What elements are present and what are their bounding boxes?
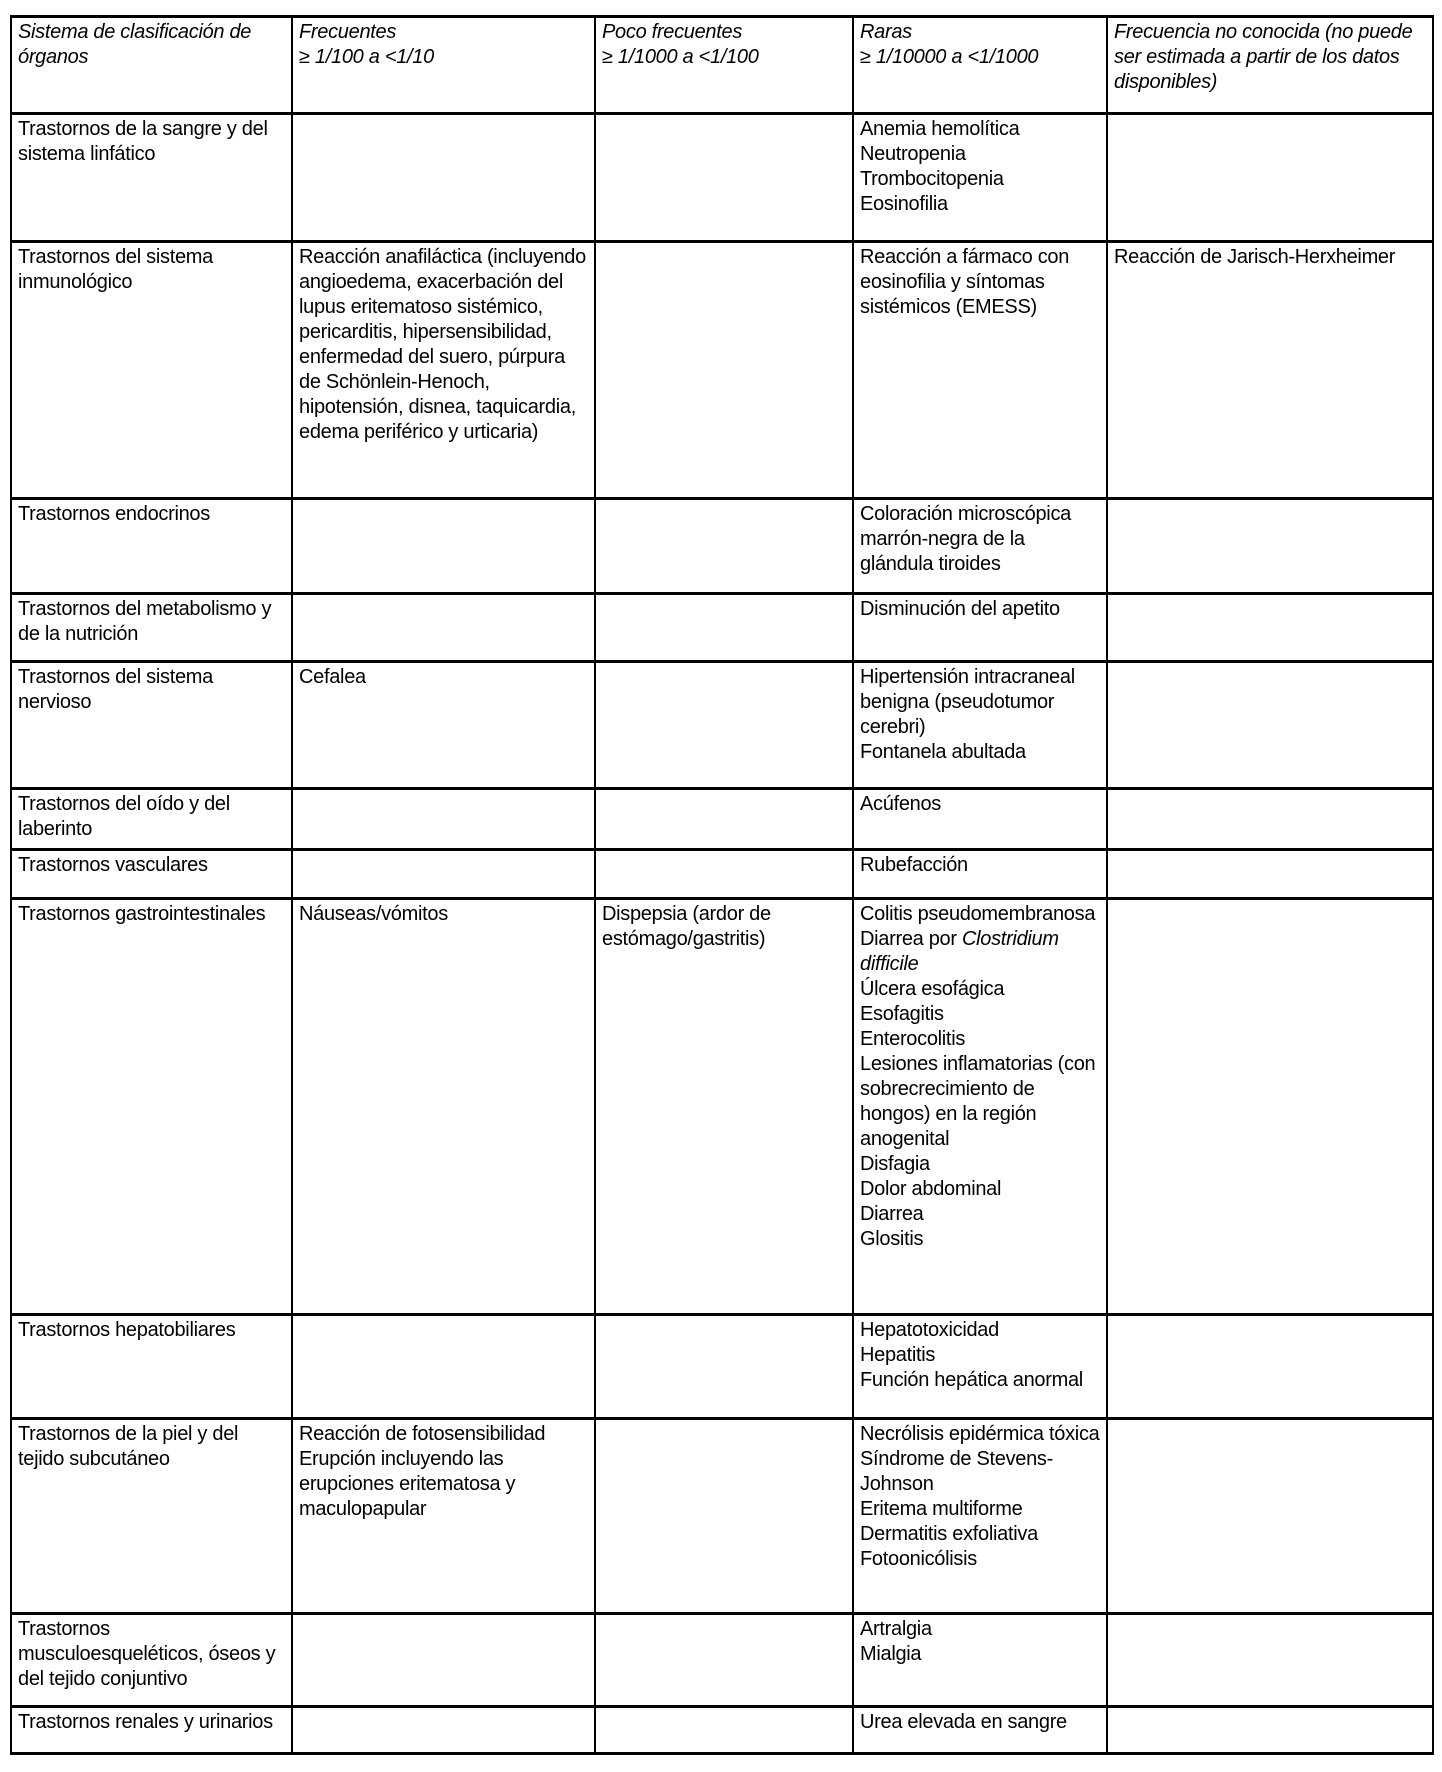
header-row — [11, 17, 1433, 114]
header-title: Frecuencia no conocida (no puede ser estimada a partir de los datos disponibles) — [1114, 21, 1413, 93]
table-row — [11, 850, 1433, 899]
poco-frecuentes-cell — [595, 499, 853, 594]
table-row — [11, 899, 1433, 1315]
table-row — [11, 1419, 1433, 1614]
organ-system-cell — [11, 662, 292, 789]
frecuentes-cell — [292, 1419, 595, 1614]
poco-frecuentes-cell — [595, 789, 853, 850]
reaction-item: Hepatitis — [860, 1344, 936, 1366]
raras-cell — [853, 662, 1107, 789]
frecuentes-cell — [292, 499, 595, 594]
table-row — [11, 1315, 1433, 1419]
frecuentes-cell — [292, 1315, 595, 1419]
reaction-item: Función hepática anormal — [860, 1369, 1083, 1391]
frecuencia-no-conocida-cell — [1107, 789, 1433, 850]
raras-cell — [853, 1419, 1107, 1614]
organ-system-cell — [11, 850, 292, 899]
organ-system-label: Trastornos musculoesqueléticos, óseos y del tejido conjuntivo — [18, 1618, 276, 1690]
organ-system-cell — [11, 594, 292, 662]
poco-frecuentes-cell — [595, 1614, 853, 1707]
header-cell-1 — [11, 17, 292, 114]
frecuencia-no-conocida-cell — [1107, 499, 1433, 594]
frecuencia-no-conocida-cell — [1107, 1614, 1433, 1707]
reaction-item: Colitis pseudomembranosa — [860, 903, 1096, 925]
organ-system-cell — [11, 499, 292, 594]
organ-system-cell — [11, 1614, 292, 1707]
reaction-item: Artralgia — [860, 1618, 932, 1640]
reaction-item: Esofagitis — [860, 1003, 944, 1025]
reaction-item: Síndrome de Stevens-Johnson — [860, 1448, 1053, 1495]
reaction-item: Erupción incluyendo las erupciones eritematosa y maculopapular — [299, 1448, 516, 1520]
organ-system-label: Trastornos de la piel y del tejido subcutáneo — [18, 1423, 239, 1470]
table-row — [11, 114, 1433, 242]
poco-frecuentes-cell — [595, 594, 853, 662]
reaction-item: Anemia hemolítica — [860, 118, 1020, 140]
raras-cell — [853, 1707, 1107, 1754]
reaction-item: Diarrea — [860, 1203, 924, 1225]
raras-cell — [853, 1315, 1107, 1419]
frecuencia-no-conocida-cell — [1107, 114, 1433, 242]
frecuentes-cell — [292, 242, 595, 499]
reaction-item: Mialgia — [860, 1643, 922, 1665]
organ-system-label: Trastornos endocrinos — [18, 503, 210, 525]
organ-system-label: Trastornos hepatobiliares — [18, 1319, 236, 1341]
raras-cell — [853, 594, 1107, 662]
reaction-item: Dispepsia (ardor de estómago/gastritis) — [602, 903, 771, 950]
poco-frecuentes-cell — [595, 242, 853, 499]
raras-cell — [853, 499, 1107, 594]
table-row — [11, 662, 1433, 789]
frecuencia-no-conocida-cell — [1107, 242, 1433, 499]
reaction-item: Úlcera esofágica — [860, 978, 1005, 1000]
poco-frecuentes-cell — [595, 1315, 853, 1419]
raras-cell — [853, 1614, 1107, 1707]
raras-cell — [853, 850, 1107, 899]
reaction-item: Fotoonicólisis — [860, 1548, 977, 1570]
reaction-item: Necrólisis epidérmica tóxica — [860, 1423, 1100, 1445]
reaction-item: Diarrea por Clostridium difficile — [860, 928, 1059, 975]
frecuentes-cell — [292, 114, 595, 242]
reaction-item: Neutropenia — [860, 143, 966, 165]
organ-system-cell — [11, 242, 292, 499]
frecuencia-no-conocida-cell — [1107, 594, 1433, 662]
organ-system-cell — [11, 899, 292, 1315]
reaction-item: Dermatitis exfoliativa — [860, 1523, 1038, 1545]
reaction-item: Rubefacción — [860, 854, 968, 876]
reaction-item: Trombocitopenia — [860, 168, 1004, 190]
frecuencia-no-conocida-cell — [1107, 1315, 1433, 1419]
header-cell-3 — [595, 17, 853, 114]
reaction-item: Eritema multiforme — [860, 1498, 1023, 1520]
reaction-item: Hipertensión intracraneal benigna (pseudotumor cerebri) — [860, 666, 1075, 738]
frecuencia-no-conocida-cell — [1107, 662, 1433, 789]
reaction-item: Cefalea — [299, 666, 366, 688]
header-frequency-range: ≥ 1/100 a <1/10 — [299, 46, 434, 68]
reaction-item: Dolor abdominal — [860, 1178, 1002, 1200]
reaction-item: Náuseas/vómitos — [299, 903, 448, 925]
frecuentes-cell — [292, 1614, 595, 1707]
frecuentes-cell — [292, 899, 595, 1315]
header-frequency-range: ≥ 1/1000 a <1/100 — [602, 46, 759, 68]
header-cell-4 — [853, 17, 1107, 114]
reaction-item: Disminución del apetito — [860, 598, 1060, 620]
organ-system-label: Trastornos del sistema inmunológico — [18, 246, 213, 293]
reaction-item: Reacción anafiláctica (incluyendo angioedema, exacerbación del lupus eritematoso sistémico, pericarditis, hipersensibilidad, enfermedad del suero, púrpura de Schönlein-Henoch, hipotensión, disnea, taquicardia, edema periférico y urticaria) — [299, 246, 586, 443]
poco-frecuentes-cell — [595, 1419, 853, 1614]
reaction-item: Coloración microscópica marrón-negra de la glándula tiroides — [860, 503, 1071, 575]
reaction-item: Glositis — [860, 1228, 924, 1250]
raras-cell — [853, 114, 1107, 242]
frecuencia-no-conocida-cell — [1107, 1707, 1433, 1754]
organ-system-label: Trastornos vasculares — [18, 854, 208, 876]
frecuentes-cell — [292, 594, 595, 662]
organ-system-cell — [11, 114, 292, 242]
reaction-item: Fontanela abultada — [860, 741, 1026, 763]
frecuentes-cell — [292, 662, 595, 789]
reaction-item: Lesiones inflamatorias (con sobrecrecimiento de hongos) en la región anogenital — [860, 1053, 1096, 1150]
organ-system-label: Trastornos del oído y del laberinto — [18, 793, 230, 840]
frecuencia-no-conocida-cell — [1107, 1419, 1433, 1614]
organ-system-label: Trastornos gastrointestinales — [18, 903, 266, 925]
reaction-item: Disfagia — [860, 1153, 930, 1175]
reaction-item: Hepatotoxicidad — [860, 1319, 999, 1341]
table-row — [11, 594, 1433, 662]
organ-system-label: Trastornos del metabolismo y de la nutrición — [18, 598, 272, 645]
table-row — [11, 499, 1433, 594]
organ-system-label: Trastornos renales y urinarios — [18, 1711, 273, 1733]
reaction-item: Eosinofilia — [860, 193, 948, 215]
poco-frecuentes-cell — [595, 662, 853, 789]
frecuencia-no-conocida-cell — [1107, 899, 1433, 1315]
reaction-item: Acúfenos — [860, 793, 941, 815]
table-body — [11, 114, 1433, 1754]
header-title: Frecuentes — [299, 21, 397, 43]
organ-system-cell — [11, 1315, 292, 1419]
reaction-item: Reacción de fotosensibilidad — [299, 1423, 546, 1445]
frecuencia-no-conocida-cell — [1107, 850, 1433, 899]
reaction-item: Urea elevada en sangre — [860, 1711, 1067, 1733]
table-row — [11, 1614, 1433, 1707]
frecuentes-cell — [292, 789, 595, 850]
table-row — [11, 789, 1433, 850]
header-title: Raras — [860, 21, 912, 43]
organ-system-label: Trastornos del sistema nervioso — [18, 666, 213, 713]
adverse-reactions-table — [10, 15, 1434, 1755]
header-title: Poco frecuentes — [602, 21, 743, 43]
poco-frecuentes-cell — [595, 114, 853, 242]
table-row — [11, 242, 1433, 499]
organ-system-cell — [11, 1707, 292, 1754]
table-row — [11, 1707, 1433, 1754]
organ-system-cell — [11, 789, 292, 850]
table-header — [11, 17, 1433, 114]
raras-cell — [853, 242, 1107, 499]
organ-system-label: Trastornos de la sangre y del sistema linfático — [18, 118, 268, 165]
reaction-item: Reacción de Jarisch-Herxheimer — [1114, 246, 1396, 268]
poco-frecuentes-cell — [595, 850, 853, 899]
frecuentes-cell — [292, 1707, 595, 1754]
header-title: Sistema de clasificación de órganos — [18, 21, 252, 68]
header-frequency-range: ≥ 1/10000 a <1/1000 — [860, 46, 1039, 68]
header-cell-5 — [1107, 17, 1433, 114]
header-cell-2 — [292, 17, 595, 114]
raras-cell — [853, 899, 1107, 1315]
raras-cell — [853, 789, 1107, 850]
poco-frecuentes-cell — [595, 899, 853, 1315]
frecuentes-cell — [292, 850, 595, 899]
organ-system-cell — [11, 1419, 292, 1614]
reaction-item: Enterocolitis — [860, 1028, 966, 1050]
poco-frecuentes-cell — [595, 1707, 853, 1754]
reaction-item: Reacción a fármaco con eosinofilia y síntomas sistémicos (EMESS) — [860, 246, 1070, 318]
